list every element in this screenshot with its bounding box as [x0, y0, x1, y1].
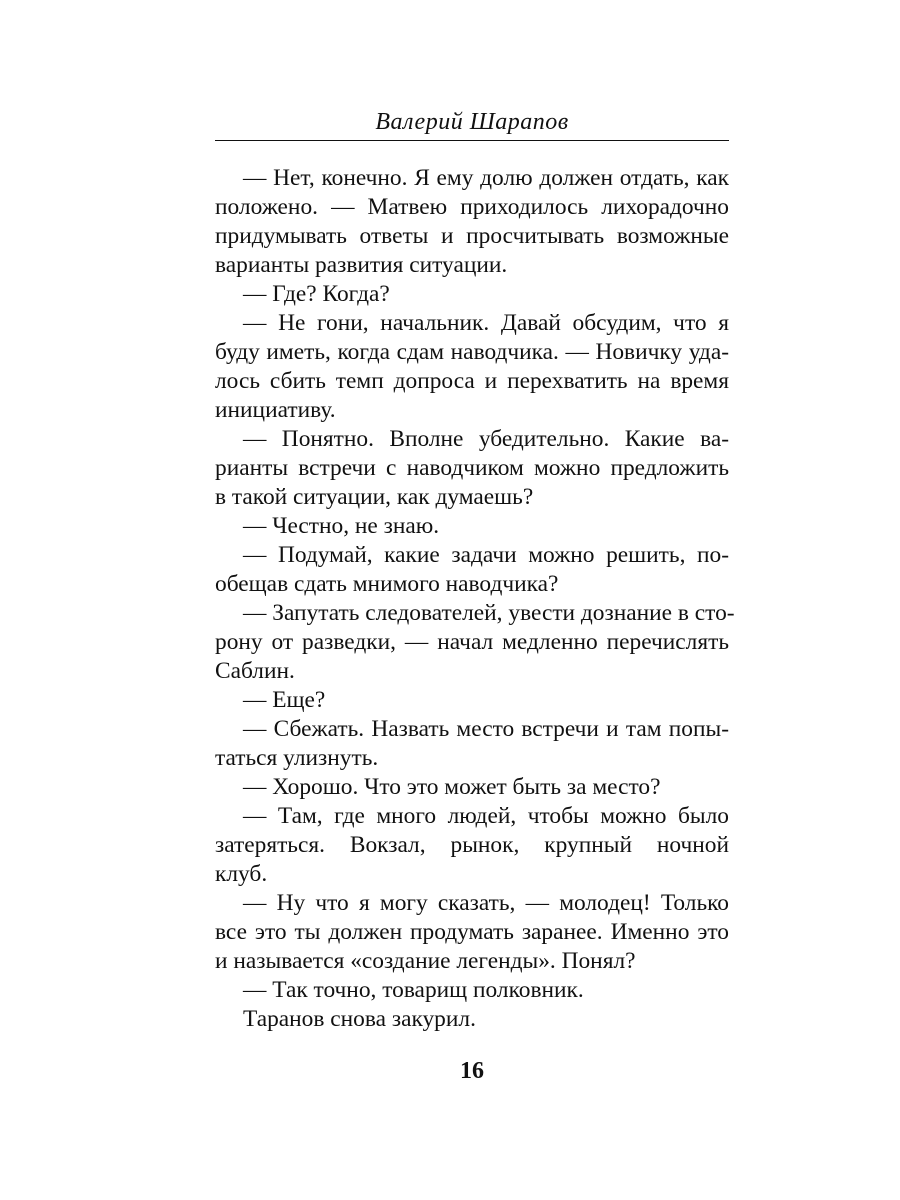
- text-line: — Не гони, начальник. Давай обсудим, что я: [243, 310, 729, 336]
- paragraph: [215, 802, 729, 889]
- paragraph: [215, 889, 729, 976]
- text-line: рону от разведки, — начал медленно перечислять: [215, 629, 729, 655]
- text-line: — Хорошо. Что это может быть за место?: [243, 774, 661, 800]
- running-header-author: Валерий Шарапов: [375, 109, 569, 135]
- text-line: варианты развития ситуации.: [215, 252, 508, 278]
- paragraph: [215, 425, 729, 512]
- text-line: — Сбежать. Назвать место встречи и там попы-: [243, 716, 729, 742]
- paragraph: [215, 715, 729, 773]
- header-rule: [215, 140, 729, 141]
- text-line: — Честно, не знаю.: [243, 513, 440, 539]
- text-line: положено. — Матвею приходилось лихорадочно: [215, 194, 729, 220]
- text-line: — Запутать следователей, увести дознание в сто-: [243, 600, 735, 626]
- paragraph: [215, 599, 735, 686]
- text-line: затеряться. Вокзал, рынок, крупный ночной: [215, 832, 729, 858]
- paragraph: [215, 773, 729, 802]
- text-line: — Нет, конечно. Я ему долю должен отдать, как: [243, 165, 729, 191]
- text-line: — Где? Когда?: [243, 281, 390, 307]
- text-line: — Там, где много людей, чтобы можно было: [243, 803, 729, 829]
- text-line: все это ты должен продумать заранее. Именно это: [215, 919, 729, 945]
- paragraph: [215, 309, 729, 425]
- text-line: — Ну что я могу сказать, — молодец! Только: [243, 890, 729, 916]
- text-line: Таранов снова закурил.: [243, 1006, 476, 1032]
- paragraph: [215, 512, 729, 541]
- text-line: инициативу.: [215, 397, 336, 423]
- text-line: придумывать ответы и просчитывать возможные: [215, 223, 729, 249]
- text-line: Саблин.: [215, 658, 295, 684]
- text-line: — Подумай, какие задачи можно решить, по-: [243, 542, 729, 568]
- text-line: рианты встречи с наводчиком можно предложить: [215, 455, 729, 481]
- text-line: буду иметь, когда сдам наводчика. — Новичку уда-: [215, 339, 729, 365]
- paragraph: [215, 280, 729, 309]
- text-line: — Еще?: [243, 687, 326, 713]
- text-line: — Так точно, товарищ полковник.: [243, 977, 584, 1003]
- paragraph: [215, 976, 729, 1005]
- page-number: 16: [460, 1058, 484, 1084]
- text-line: клуб.: [215, 861, 268, 887]
- paragraph: [215, 164, 729, 280]
- text-line: и называется «создание легенды». Понял?: [215, 948, 636, 974]
- paragraph: [215, 686, 729, 715]
- paragraph: [215, 541, 729, 599]
- paragraph: [215, 1005, 729, 1034]
- text-line: обещав сдать мнимого наводчика?: [215, 571, 559, 597]
- body-text: [215, 164, 735, 1034]
- text-line: в такой ситуации, как думаешь?: [215, 484, 534, 510]
- text-line: — Понятно. Вполне убедительно. Какие ва-: [243, 426, 729, 452]
- text-line: таться улизнуть.: [215, 745, 379, 771]
- text-line: лось сбить темп допроса и перехватить на время: [215, 368, 729, 394]
